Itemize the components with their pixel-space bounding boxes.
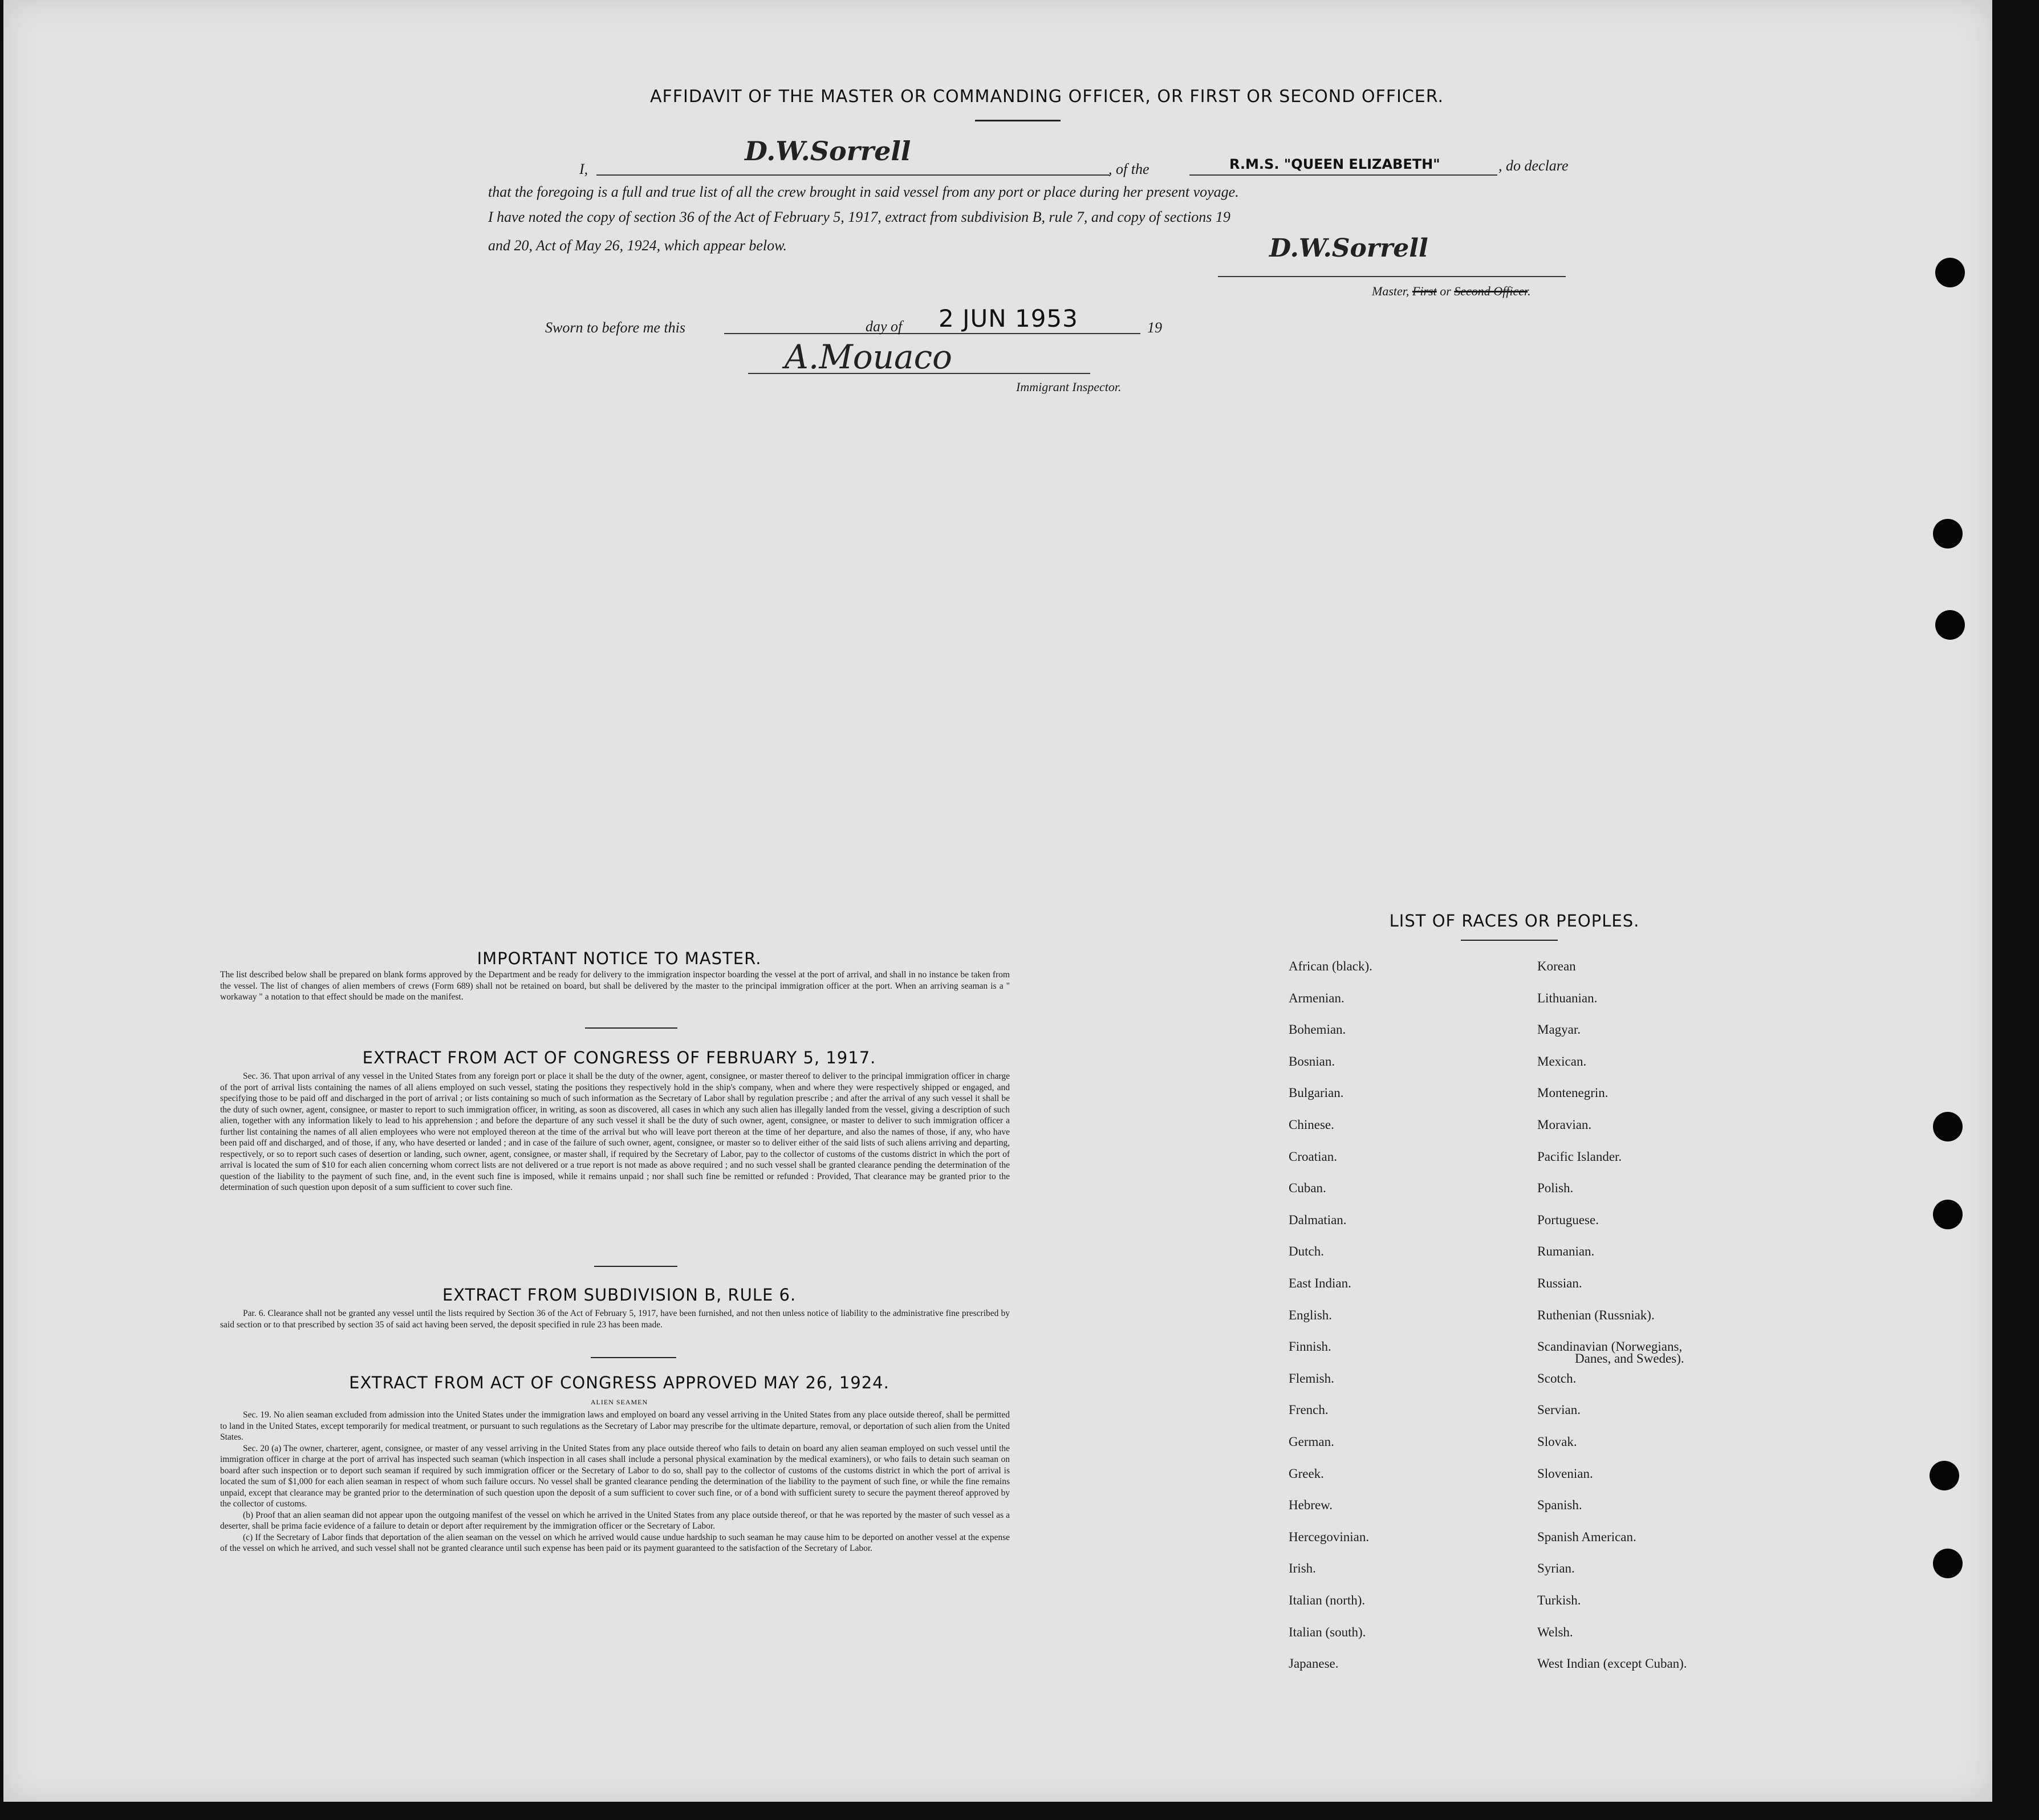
race-item: East Indian. bbox=[1289, 1276, 1351, 1290]
extract-1924-body bbox=[220, 1409, 1010, 1554]
race-item: French. bbox=[1289, 1403, 1329, 1417]
race-item: Welsh. bbox=[1537, 1624, 1573, 1639]
race-item: Rumanian. bbox=[1537, 1244, 1595, 1259]
sec20c-text: (c) If the Secretary of Labor finds that deportation of the alien seaman on the vessel on which he arrived would cause undue hardship to such seaman he may cause him to be deported on another vessel at the expense of the vessel on which he arrived, and such vessel shall not be granted clearance until such expense has been paid or its payment guaranteed to the satisfaction of the Secretary of Labor. bbox=[220, 1532, 1010, 1553]
race-item: Irish. bbox=[1289, 1561, 1316, 1576]
punch-hole bbox=[1935, 258, 1965, 287]
master-line bbox=[1218, 276, 1566, 277]
race-item: Spanish. bbox=[1537, 1498, 1582, 1513]
title-underline bbox=[975, 120, 1061, 121]
punch-hole bbox=[1933, 519, 1963, 549]
race-item: Hercegovinian. bbox=[1289, 1529, 1370, 1544]
sec20b-text: (b) Proof that an alien seaman did not appear upon the outgoing manifest of the vessel on which he arrived in the United States from any place outside thereof, or that he was reported by the master of such vessel as a deserter, shall be prima facie evidence of a failure to detain or deport after requirement by the immigration officer or the Secretary of Labor. bbox=[220, 1510, 1010, 1531]
race-item: Moravian. bbox=[1537, 1118, 1592, 1132]
race-item: Bulgarian. bbox=[1289, 1086, 1344, 1100]
race-item: Mexican. bbox=[1537, 1054, 1587, 1069]
subdivision-heading: EXTRACT FROM SUBDIVISION B, RULE 6. bbox=[442, 1285, 797, 1305]
sworn-line bbox=[724, 333, 1140, 334]
race-item: Spanish American. bbox=[1537, 1529, 1636, 1544]
master-label-row bbox=[1372, 284, 1531, 299]
sec19-text: Sec. 19. No alien seaman excluded from admission into the United States under the immigration laws and employed on board any vessel arriving in the United States from any place outside thereof, shall be permitted to land in the United States, except temporarily for medical treatment, or pursuant to such regulations as the Secretary of Labor may prescribe for the ultimate departure, removal, or deportation of such alien from the United States. bbox=[220, 1410, 1010, 1442]
race-item: Dutch. bbox=[1289, 1244, 1324, 1259]
races-heading: LIST OF RACES OR PEOPLES. bbox=[1389, 911, 1640, 931]
master-label: Master, bbox=[1372, 284, 1410, 298]
punch-hole bbox=[1935, 610, 1965, 640]
affidavit-line4: and 20, Act of May 26, 1924, which appear below. bbox=[488, 237, 787, 254]
race-item: Bohemian. bbox=[1289, 1022, 1346, 1037]
race-item: Ruthenian (Russniak). bbox=[1537, 1307, 1655, 1322]
race-item: English. bbox=[1289, 1307, 1333, 1322]
second-officer-struck: Second Officer bbox=[1454, 284, 1528, 298]
sworn-text: Sworn to before me this bbox=[545, 319, 686, 336]
notice-heading: IMPORTANT NOTICE TO MASTER. bbox=[477, 949, 762, 968]
race-item: Polish. bbox=[1537, 1181, 1574, 1196]
affidavit-i: I, bbox=[579, 161, 588, 177]
first-struck: First bbox=[1412, 284, 1437, 298]
race-item: Croatian. bbox=[1289, 1149, 1337, 1164]
race-item: Russian. bbox=[1537, 1276, 1582, 1290]
punch-hole bbox=[1933, 1200, 1963, 1229]
extract-1917-body: Sec. 36. That upon arrival of any vessel in the United States from any foreign port or place it shall be the duty of the owner, agent, consignee, or master thereof to deliver to the principal immigration officer in charge of the port of arrival lists containing the names of all aliens employed on such vessel, stating the positions they respectively hold in the ship's company, when and where they were respectively shipped or engaged, and specifying those to be paid off and discharged in the port of arrival ; or lists containing so much of such information as the Secretary of Labor shall by regulation prescribe ; and after the arrival of any such vessel it shall be the duty of such owner, agent, consignee, or master to report to such immigration officer, in writing, as soon as discovered, all cases in which any such alien has illegally landed from the vessel, giving a description of such alien, together with any information likely to lead to his apprehension ; and before the departure of any such vessel it shall be the duty of such owner, agent, consignee, or master to deliver to such immigration officer a further list containing the names of all alien employees who were not employed thereon at the time of the arrival but who will leave port thereon at the time of her departure, and also the names of those, if any, who have been paid off and discharged, and of those, if any, who have deserted or landed ; and in case of the failure of such owner, agent, consignee, or master so to deliver either of the said lists of such aliens arriving and departing, respectively, or so to report such cases of desertion or landing, such owner, agent, consignee, or master shall, if required by the Secretary of Labor, pay to the collector of customs of the customs district in which the port of arrival is located the sum of $10 for each alien concerning whom correct lists are not delivered or a true report is not made as above required ; and no such vessel shall be granted clearance pending the determination of the question of the liability to the payment of such fine, and, in the event such fine is imposed, while it remains unpaid ; nor shall such fine be remitted or refunded : Provided, That clearance may be granted prior to the determination of such question upon deposit of a sum sufficient to cover such fine. bbox=[220, 1071, 1010, 1192]
vessel-stamp: R.M.S. "QUEEN ELIZABETH" bbox=[1229, 156, 1440, 172]
race-item: Armenian. bbox=[1289, 990, 1345, 1005]
race-item: Lithuanian. bbox=[1537, 990, 1598, 1005]
inspector-label: Immigrant Inspector. bbox=[1016, 380, 1122, 394]
race-item: Italian (north). bbox=[1289, 1593, 1366, 1607]
race-item: West Indian (except Cuban). bbox=[1537, 1656, 1687, 1671]
race-item: Syrian. bbox=[1537, 1561, 1575, 1576]
race-item: Chinese. bbox=[1289, 1118, 1334, 1132]
race-item: Magyar. bbox=[1537, 1022, 1581, 1037]
race-item: Servian. bbox=[1537, 1403, 1581, 1417]
day-of-text: day of bbox=[866, 318, 903, 335]
race-item: Bosnian. bbox=[1289, 1054, 1335, 1069]
master-signature: D.W.Sorrell bbox=[1269, 234, 1428, 263]
affidavit-line3: I have noted the copy of section 36 of the Act of February 5, 1917, extract from subdivision B, rule 7, and copy of sections 19 bbox=[488, 209, 1230, 225]
race-item: Finnish. bbox=[1289, 1339, 1331, 1354]
race-item: Flemish. bbox=[1289, 1371, 1334, 1386]
race-item: Greek. bbox=[1289, 1466, 1324, 1481]
race-item: Slovenian. bbox=[1537, 1466, 1593, 1481]
affidavit-do-declare: , do declare bbox=[1498, 157, 1569, 174]
race-item: Japanese. bbox=[1289, 1656, 1339, 1671]
race-item: African (black). bbox=[1289, 959, 1372, 973]
date-stamp: 2 JUN 1953 bbox=[939, 304, 1078, 332]
notice-body: The list described below shall be prepared on blank forms approved by the Department and be ready for delivery to the immigration inspector boarding the vessel at the port of arrival, and shall in no instance be taken from the vessel. The list of changes of alien members of crews (Form 689) shall not be retained on board, but shall be delivered by the master to the principal immigration officer at the port. When an arriving seaman is a " workaway " a notation to that effect should be made on the manifest. bbox=[220, 970, 1010, 1002]
vessel-line bbox=[1189, 174, 1497, 176]
sec20a-text: Sec. 20 (a) The owner, charterer, agent, consignee, or master of any vessel arriving in the United States from any place outside thereof who fails to detain on board any alien seaman employed on such vessel until the immigration officer in charge at the port of arrival has inspected such seaman (which inspection in all cases shall include a personal physical examination by the medical examiners), or who fails to detain such seaman on board after such inspection or to deport such seaman if required by such immigration officer or the Secretary of Labor to do so, shall pay to the collector of customs of the customs district in which the port of arrival is located the sum of $1,000 for each alien seaman in respect of whom such failure occurs. No vessel shall be granted clearance pending the determination of the liability to the payment of such fine, or while the fine remains unpaid, except that clearance may be granted prior to the determination of such question upon the deposit of a sum sufficient to cover such fine, or of a bond with sufficient surety to secure the payment thereof approved by the collector of customs. bbox=[220, 1443, 1010, 1509]
race-item: Dalmatian. bbox=[1289, 1212, 1347, 1227]
race-item: Pacific Islander. bbox=[1537, 1149, 1622, 1164]
affidavit-of-the: , of the bbox=[1108, 161, 1150, 177]
race-item: Portuguese. bbox=[1537, 1212, 1599, 1227]
race-item: Slovak. bbox=[1537, 1435, 1577, 1449]
subdivision-divider bbox=[591, 1357, 676, 1358]
race-item: Korean bbox=[1537, 959, 1576, 973]
race-item: Hebrew. bbox=[1289, 1498, 1333, 1513]
officer-signature: D.W.Sorrell bbox=[745, 136, 911, 166]
subdivision-body: Par. 6. Clearance shall not be granted any vessel until the lists required by Section 36 of the Act of February 5, 1917, have been furnished, and not then unless notice of liability to the administrative fine prescribed by said section or to that prescribed by section 35 of said act having been served, the deposit specified in rule 23 has been made. bbox=[220, 1309, 1010, 1330]
document-page bbox=[3, 0, 1992, 1802]
affidavit-title: AFFIDAVIT OF THE MASTER OR COMMANDING OFFICER, OR FIRST OR SECOND OFFICER. bbox=[649, 87, 1444, 107]
race-scandinavian-cont: Danes, and Swedes). bbox=[1575, 1351, 1684, 1366]
race-item: German. bbox=[1289, 1435, 1334, 1449]
title-period: . bbox=[1528, 284, 1531, 298]
races-underline bbox=[1461, 940, 1558, 941]
race-item: Cuban. bbox=[1289, 1181, 1326, 1196]
affidavit-line2: that the foregoing is a full and true list of all the crew brought in said vessel from any port or place during her present voyage. bbox=[488, 184, 1239, 200]
extract-1917-divider bbox=[594, 1266, 677, 1267]
punch-hole bbox=[1933, 1549, 1963, 1578]
race-item: Scotch. bbox=[1537, 1371, 1577, 1386]
extract-1917-heading: EXTRACT FROM ACT OF CONGRESS OF FEBRUARY 5, 1917. bbox=[362, 1048, 876, 1067]
year-prefix: 19 bbox=[1147, 319, 1162, 336]
extract-1924-heading: EXTRACT FROM ACT OF CONGRESS APPROVED MAY 26, 1924. bbox=[349, 1373, 889, 1392]
notice-divider bbox=[585, 1027, 677, 1029]
punch-hole bbox=[1930, 1461, 1959, 1490]
inspector-line bbox=[748, 373, 1090, 374]
race-item: Montenegrin. bbox=[1537, 1086, 1609, 1100]
race-item: Scandinavian (Norwegians, bbox=[1537, 1339, 1683, 1354]
punch-hole bbox=[1933, 1112, 1963, 1141]
inspector-signature: A.Mouaco bbox=[785, 338, 952, 376]
race-item: Turkish. bbox=[1537, 1593, 1581, 1607]
extract-1924-subheading: ALIEN SEAMEN bbox=[590, 1398, 648, 1406]
name-line bbox=[596, 174, 1110, 176]
or-word: or bbox=[1440, 284, 1451, 298]
race-item: Italian (south). bbox=[1289, 1624, 1366, 1639]
